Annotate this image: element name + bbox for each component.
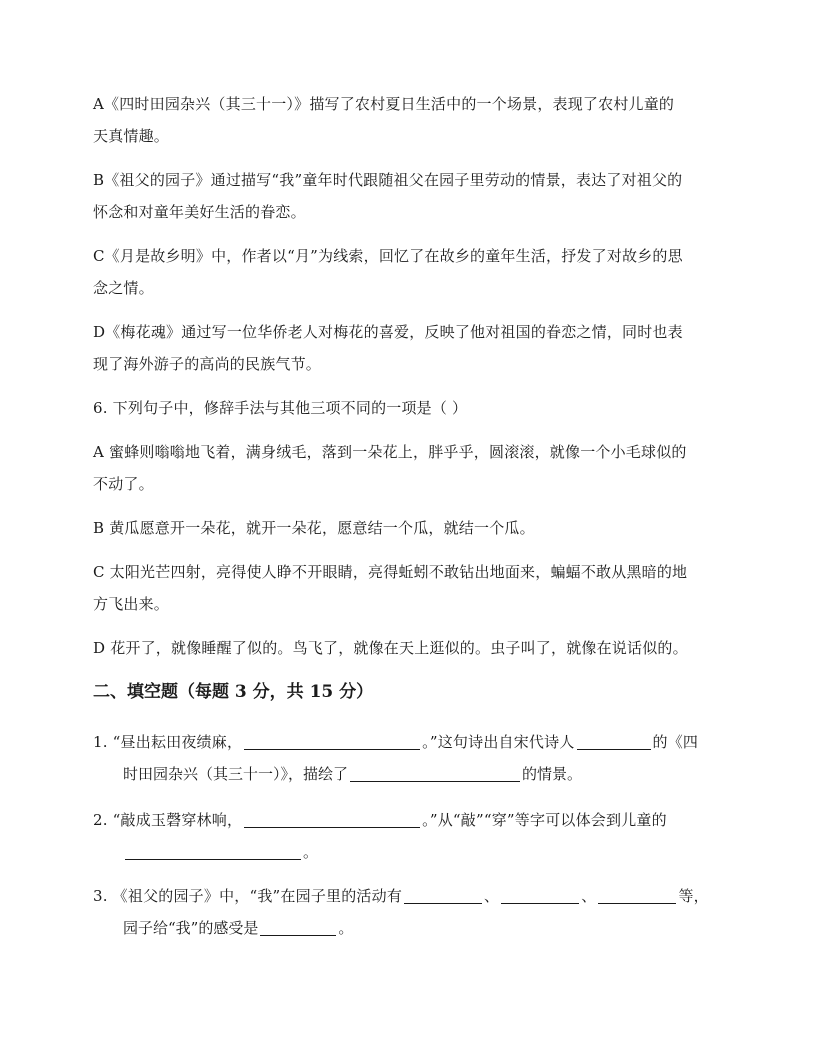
fill-question-3-line2 bbox=[123, 912, 353, 944]
answer-blank[interactable] bbox=[577, 731, 651, 750]
answer-blank[interactable] bbox=[260, 917, 336, 936]
fill-q3-text-a: 3. 《祖父的园子》中，“我”在园子里的活动有 bbox=[93, 887, 403, 905]
answer-blank[interactable] bbox=[244, 731, 420, 750]
answer-blank[interactable] bbox=[125, 841, 301, 860]
answer-blank[interactable] bbox=[404, 885, 482, 904]
answer-blank[interactable] bbox=[501, 885, 579, 904]
fill-q3-text-c: 园子给“我”的感受是 bbox=[123, 919, 259, 937]
q6-option-c-line2: 方飞出来。 bbox=[93, 595, 170, 613]
option-b-line2: 怀念和对童年美好生活的眷恋。 bbox=[93, 203, 306, 221]
fill-q1-text-c: 的《四 bbox=[652, 733, 699, 751]
fill-q2-text-a: 2. “敲成玉磬穿林响， bbox=[93, 811, 243, 829]
fill-q1-text-b: 。”这句诗出自宋代诗人 bbox=[422, 733, 575, 751]
q6-option-c-line1: C 太阳光芒四射，亮得使人睁不开眼睛，亮得蚯蚓不敢钻出地面来，蝙蝠不敢从黑暗的地 bbox=[93, 563, 688, 581]
question-6-stem: 6. 下列句子中，修辞手法与其他三项不同的一项是（ ） bbox=[93, 399, 468, 417]
option-d-line2: 现了海外游子的高尚的民族气节。 bbox=[93, 355, 322, 373]
q6-option-d: D 花开了，就像睡醒了似的。鸟飞了，就像在天上逛似的。虫子叫了，就像在说话似的。 bbox=[93, 639, 688, 657]
option-a-line1: A《四时田园杂兴（其三十一）》描写了农村夏日生活中的一个场景，表现了农村儿童的 bbox=[93, 95, 675, 113]
fill-q1-text-a: 1. “昼出耘田夜绩麻， bbox=[93, 733, 243, 751]
fill-q3-text-b: 等， bbox=[678, 887, 709, 905]
fill-question-1-line1 bbox=[93, 726, 733, 758]
answer-blank[interactable] bbox=[598, 885, 676, 904]
fill-question-2-line1 bbox=[93, 804, 733, 836]
fill-q2-text-b: 。”从“敲”“穿”等字可以体会到儿童的 bbox=[422, 811, 667, 829]
fill-q1-text-d: 时田园杂兴（其三十一）》，描绘了 bbox=[123, 765, 349, 783]
q6-option-b: B 黄瓜愿意开一朵花，就开一朵花，愿意结一个瓜，就结一个瓜。 bbox=[93, 519, 535, 537]
fill-question-3-line1 bbox=[93, 880, 733, 912]
fill-q2-text-c: 。 bbox=[303, 843, 319, 861]
fill-q1-text-e: 的情景。 bbox=[522, 765, 583, 783]
fill-q3-text-d: 。 bbox=[338, 919, 354, 937]
option-b-line1: B《祖父的园子》通过描写“我”童年时代跟随祖父在园子里劳动的情景，表达了对祖父的 bbox=[93, 171, 683, 189]
option-c-line1: C《月是故乡明》中，作者以“月”为线索，回忆了在故乡的童年生活，抒发了对故乡的思 bbox=[93, 247, 683, 265]
section-heading: 二、填空题（每题 3 分，共 15 分） bbox=[93, 682, 374, 702]
option-d-line1: D《梅花魂》通过写一位华侨老人对梅花的喜爱，反映了他对祖国的眷恋之情，同时也表 bbox=[93, 323, 683, 341]
fill-question-1-line2 bbox=[123, 758, 582, 790]
fill-question-2-line2 bbox=[123, 836, 318, 868]
answer-blank[interactable] bbox=[350, 763, 520, 782]
fill-q3-sep1: 、 bbox=[484, 887, 500, 905]
q6-option-a-line2: 不动了。 bbox=[93, 475, 154, 493]
q6-option-a-line1: A 蜜蜂则嗡嗡地飞着，满身绒毛，落到一朵花上，胖乎乎，圆滚滚，就像一个小毛球似的 bbox=[93, 443, 687, 461]
answer-blank[interactable] bbox=[244, 809, 420, 828]
option-c-line2: 念之情。 bbox=[93, 279, 154, 297]
option-a-line2: 天真情趣。 bbox=[93, 127, 170, 145]
fill-q3-sep2: 、 bbox=[581, 887, 597, 905]
